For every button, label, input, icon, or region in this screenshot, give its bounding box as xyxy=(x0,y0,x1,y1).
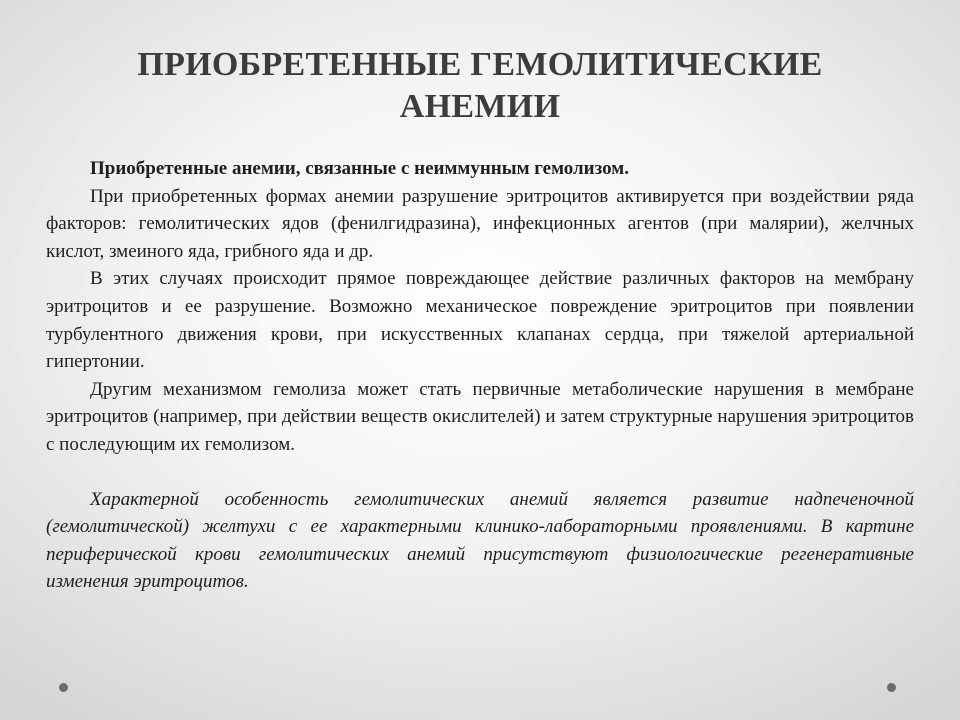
decorative-dot-right xyxy=(887,683,896,692)
paragraph-metabolic-mechanism: Другим механизмом гемолиза может стать первичные метаболические нарушения в мембране эритроцитов (например, при действии веществ окислителей) и затем структурные нарушения эритроцитов с последующим их гемолизом. xyxy=(46,378,914,455)
section-subheading: Приобретенные анемии, связанные с неиммунным гемолизом. xyxy=(90,158,629,179)
slide-title-line-1: ПРИОБРЕТЕННЫЕ ГЕМОЛИТИЧЕСКИЕ xyxy=(137,46,823,83)
paragraph-factors: При приобретенных формах анемии разрушение эритроцитов активируется при воздействии ряда факторов: гемолитических ядов (фенилгидразина), инфекционных агентов (при малярии), желчных кислот, змеиного яда, грибного яда и др. xyxy=(46,185,914,262)
slide-title xyxy=(60,44,900,128)
slide-title-line-2: АНЕМИИ xyxy=(399,88,561,125)
paragraph-characteristic-features: Характерной особенность гемолитических анемий является развитие надпеченочной (гемолитической) желтухи с ее характерными клинико-лабораторными проявлениями. В картине периферической крови гемолитических анемий присутствуют физиологические регенеративные изменения эритроцитов. xyxy=(46,488,914,593)
paragraph-mechanical-damage: В этих случаях происходит прямое повреждающее действие различных факторов на мембрану эритроцитов и ее разрушение. Возможно механическое повреждение эритроцитов при появлении турбулентного движения крови, при искусственных клапанах сердца, при тяжелой артериальной гипертонии. xyxy=(46,268,914,373)
decorative-dot-left xyxy=(59,683,68,692)
slide-body xyxy=(46,155,914,596)
